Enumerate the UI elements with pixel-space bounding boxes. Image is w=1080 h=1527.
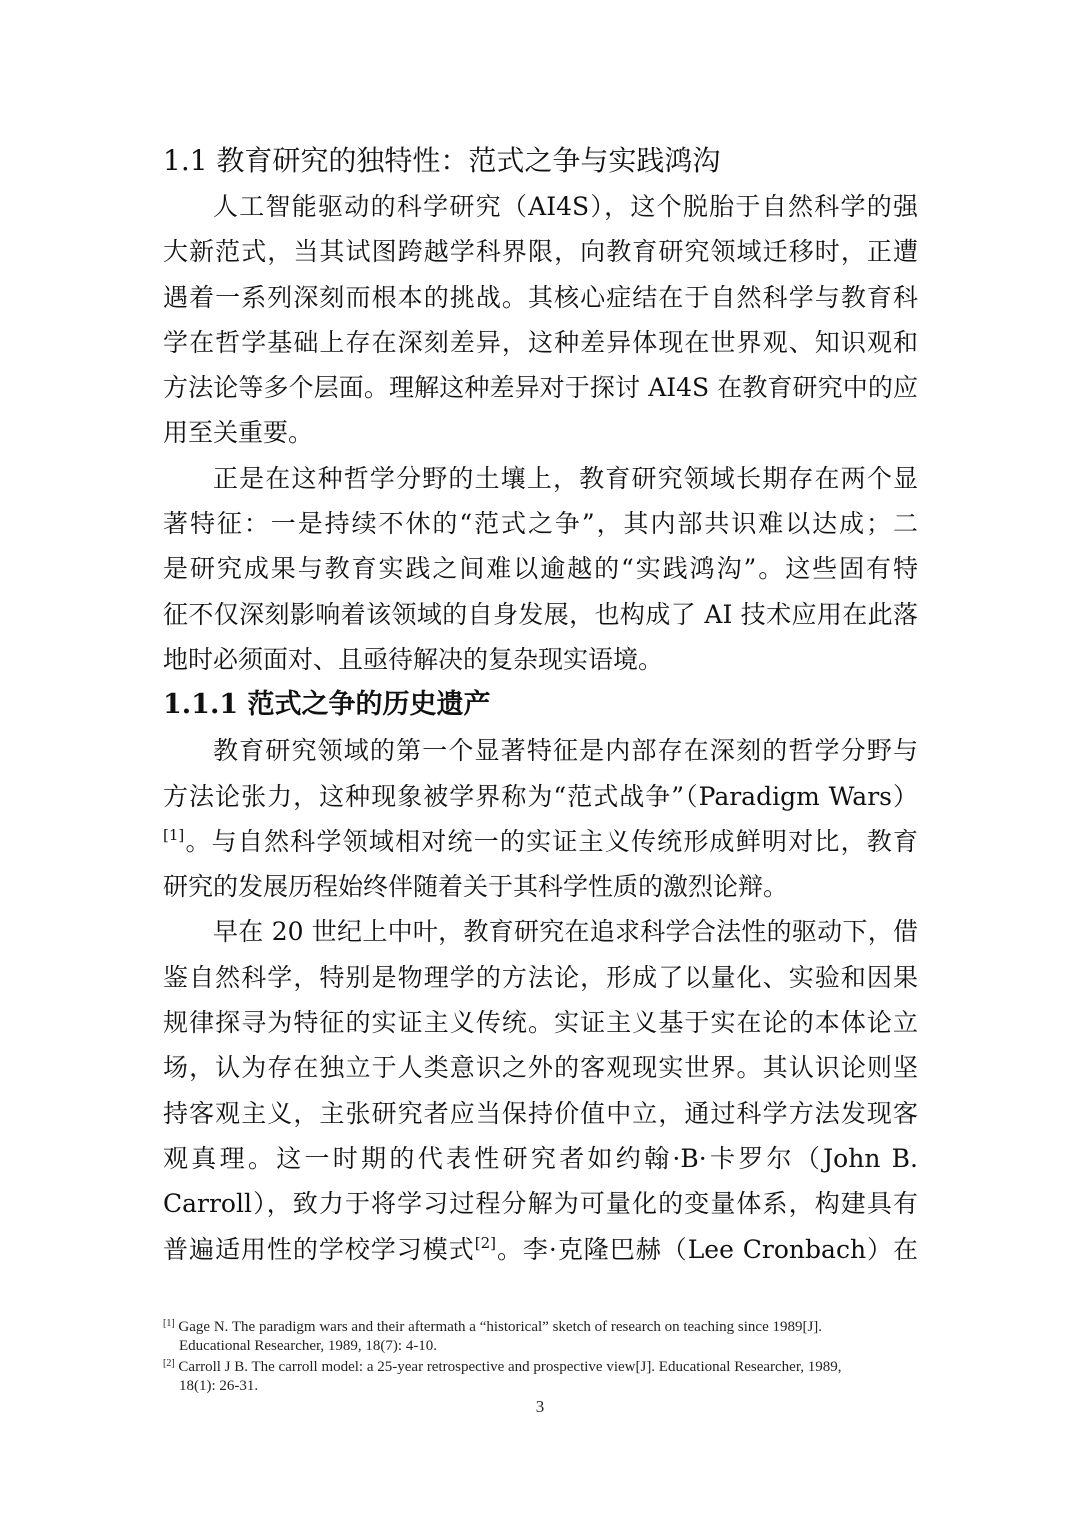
text-line: 教育研究领域的第一个显著特征是内部存在深刻的哲学分野与 bbox=[213, 736, 918, 766]
text-line: 场，认为存在独立于人类意识之外的客观现实世界。其认识论则坚 bbox=[163, 1053, 918, 1083]
footnotes bbox=[163, 1318, 923, 1398]
text-line: 人工智能驱动的科学研究（AI4S），这个脱胎于自然科学的强 bbox=[213, 192, 918, 221]
text-line-with-citation bbox=[163, 819, 918, 864]
text-line: Carroll），致力于将学习过程分解为可量化的变量体系，构建具有 bbox=[163, 1189, 918, 1219]
text-line: 地时必须面对、且亟待解决的复杂现实语境。 bbox=[163, 644, 664, 674]
footnote-text: 18(1): 26-31. bbox=[179, 1378, 259, 1394]
paragraph bbox=[163, 184, 918, 456]
subsection-heading: 1.1.1 范式之争的历史遗产 bbox=[163, 689, 491, 721]
text-segment: 。与自然科学领域相对统一的实证主义传统形成鲜明对比，教育 bbox=[184, 826, 918, 856]
paragraph bbox=[163, 728, 918, 909]
footnote-text: Carroll J B. The carroll model: a 25-year retrospective and prospective view[J]. Educational Researcher, 1989, bbox=[178, 1359, 842, 1375]
text-line: 征不仅深刻影响着该领域的自身发展，也构成了 AI 技术应用在此落 bbox=[163, 599, 918, 629]
paragraph bbox=[163, 456, 918, 682]
text-line: 方法论等多个层面。理解这种差异对于探讨 AI4S 在教育研究中的应 bbox=[163, 373, 918, 403]
footnote-text: Educational Researcher, 1989, 18(7): 4-10. bbox=[179, 1338, 438, 1354]
text-segment: 普遍适用性的学校学习模式 bbox=[163, 1234, 475, 1264]
footnote-divider bbox=[163, 1310, 363, 1311]
footnote-marker: [1] bbox=[163, 1318, 175, 1329]
text-line: 持客观主义，主张研究者应当保持价值中立，通过科学方法发现客 bbox=[163, 1098, 918, 1128]
footnote-1 bbox=[163, 1318, 923, 1356]
text-line: 大新范式，当其试图跨越学科界限，向教育研究领域迁移时，正遭 bbox=[163, 237, 918, 267]
main-text bbox=[163, 138, 918, 1272]
text-line: 早在 20 世纪上中叶，教育研究在追求科学合法性的驱动下，借 bbox=[213, 917, 918, 947]
text-segment: 。李·克隆巴赫（Lee Cronbach）在 bbox=[495, 1234, 918, 1264]
footnote-marker: [2] bbox=[163, 1358, 175, 1369]
text-line: 观真理。这一时期的代表性研究者如约翰·B·卡罗尔（John B. bbox=[163, 1143, 918, 1173]
text-line-with-citation bbox=[163, 1227, 918, 1272]
citation-ref-2: [2] bbox=[474, 1233, 496, 1252]
text-line: 鉴自然科学，特别是物理学的方法论，形成了以量化、实验和因果 bbox=[163, 962, 918, 992]
citation-ref-1: [1] bbox=[163, 825, 185, 844]
footnote-2 bbox=[163, 1358, 923, 1396]
text-line: 是研究成果与教育实践之间难以逾越的“实践鸿沟”。这些固有特 bbox=[163, 554, 918, 584]
text-line: 用至关重要。 bbox=[163, 418, 314, 448]
section-heading: 1.1 教育研究的独特性：范式之争与实践鸿沟 bbox=[163, 144, 721, 177]
text-line: 研究的发展历程始终伴随着关于其科学性质的激烈论辩。 bbox=[163, 872, 789, 902]
page-number: 3 bbox=[535, 1397, 545, 1416]
text-line: 正是在这种哲学分野的土壤上，教育研究领域长期存在两个显 bbox=[213, 463, 918, 493]
text-line: 学在哲学基础上存在深刻差异，这种差异体现在世界观、知识观和 bbox=[163, 327, 918, 357]
text-line: 方法论张力，这种现象被学界称为“范式战争”（Paradigm Wars） bbox=[163, 781, 918, 811]
text-line: 著特征：一是持续不休的“范式之争”，其内部共识难以达成；二 bbox=[163, 509, 918, 539]
text-line: 遇着一系列深刻而根本的挑战。其核心症结在于自然科学与教育科 bbox=[163, 282, 918, 312]
paragraph bbox=[163, 909, 918, 1271]
footnote-text: Gage N. The paradigm wars and their aftermath a “historical” sketch of research on teaching since 1989[J]. bbox=[178, 1319, 823, 1335]
text-line: 规律探寻为特征的实证主义传统。实证主义基于实在论的本体论立 bbox=[163, 1008, 918, 1038]
